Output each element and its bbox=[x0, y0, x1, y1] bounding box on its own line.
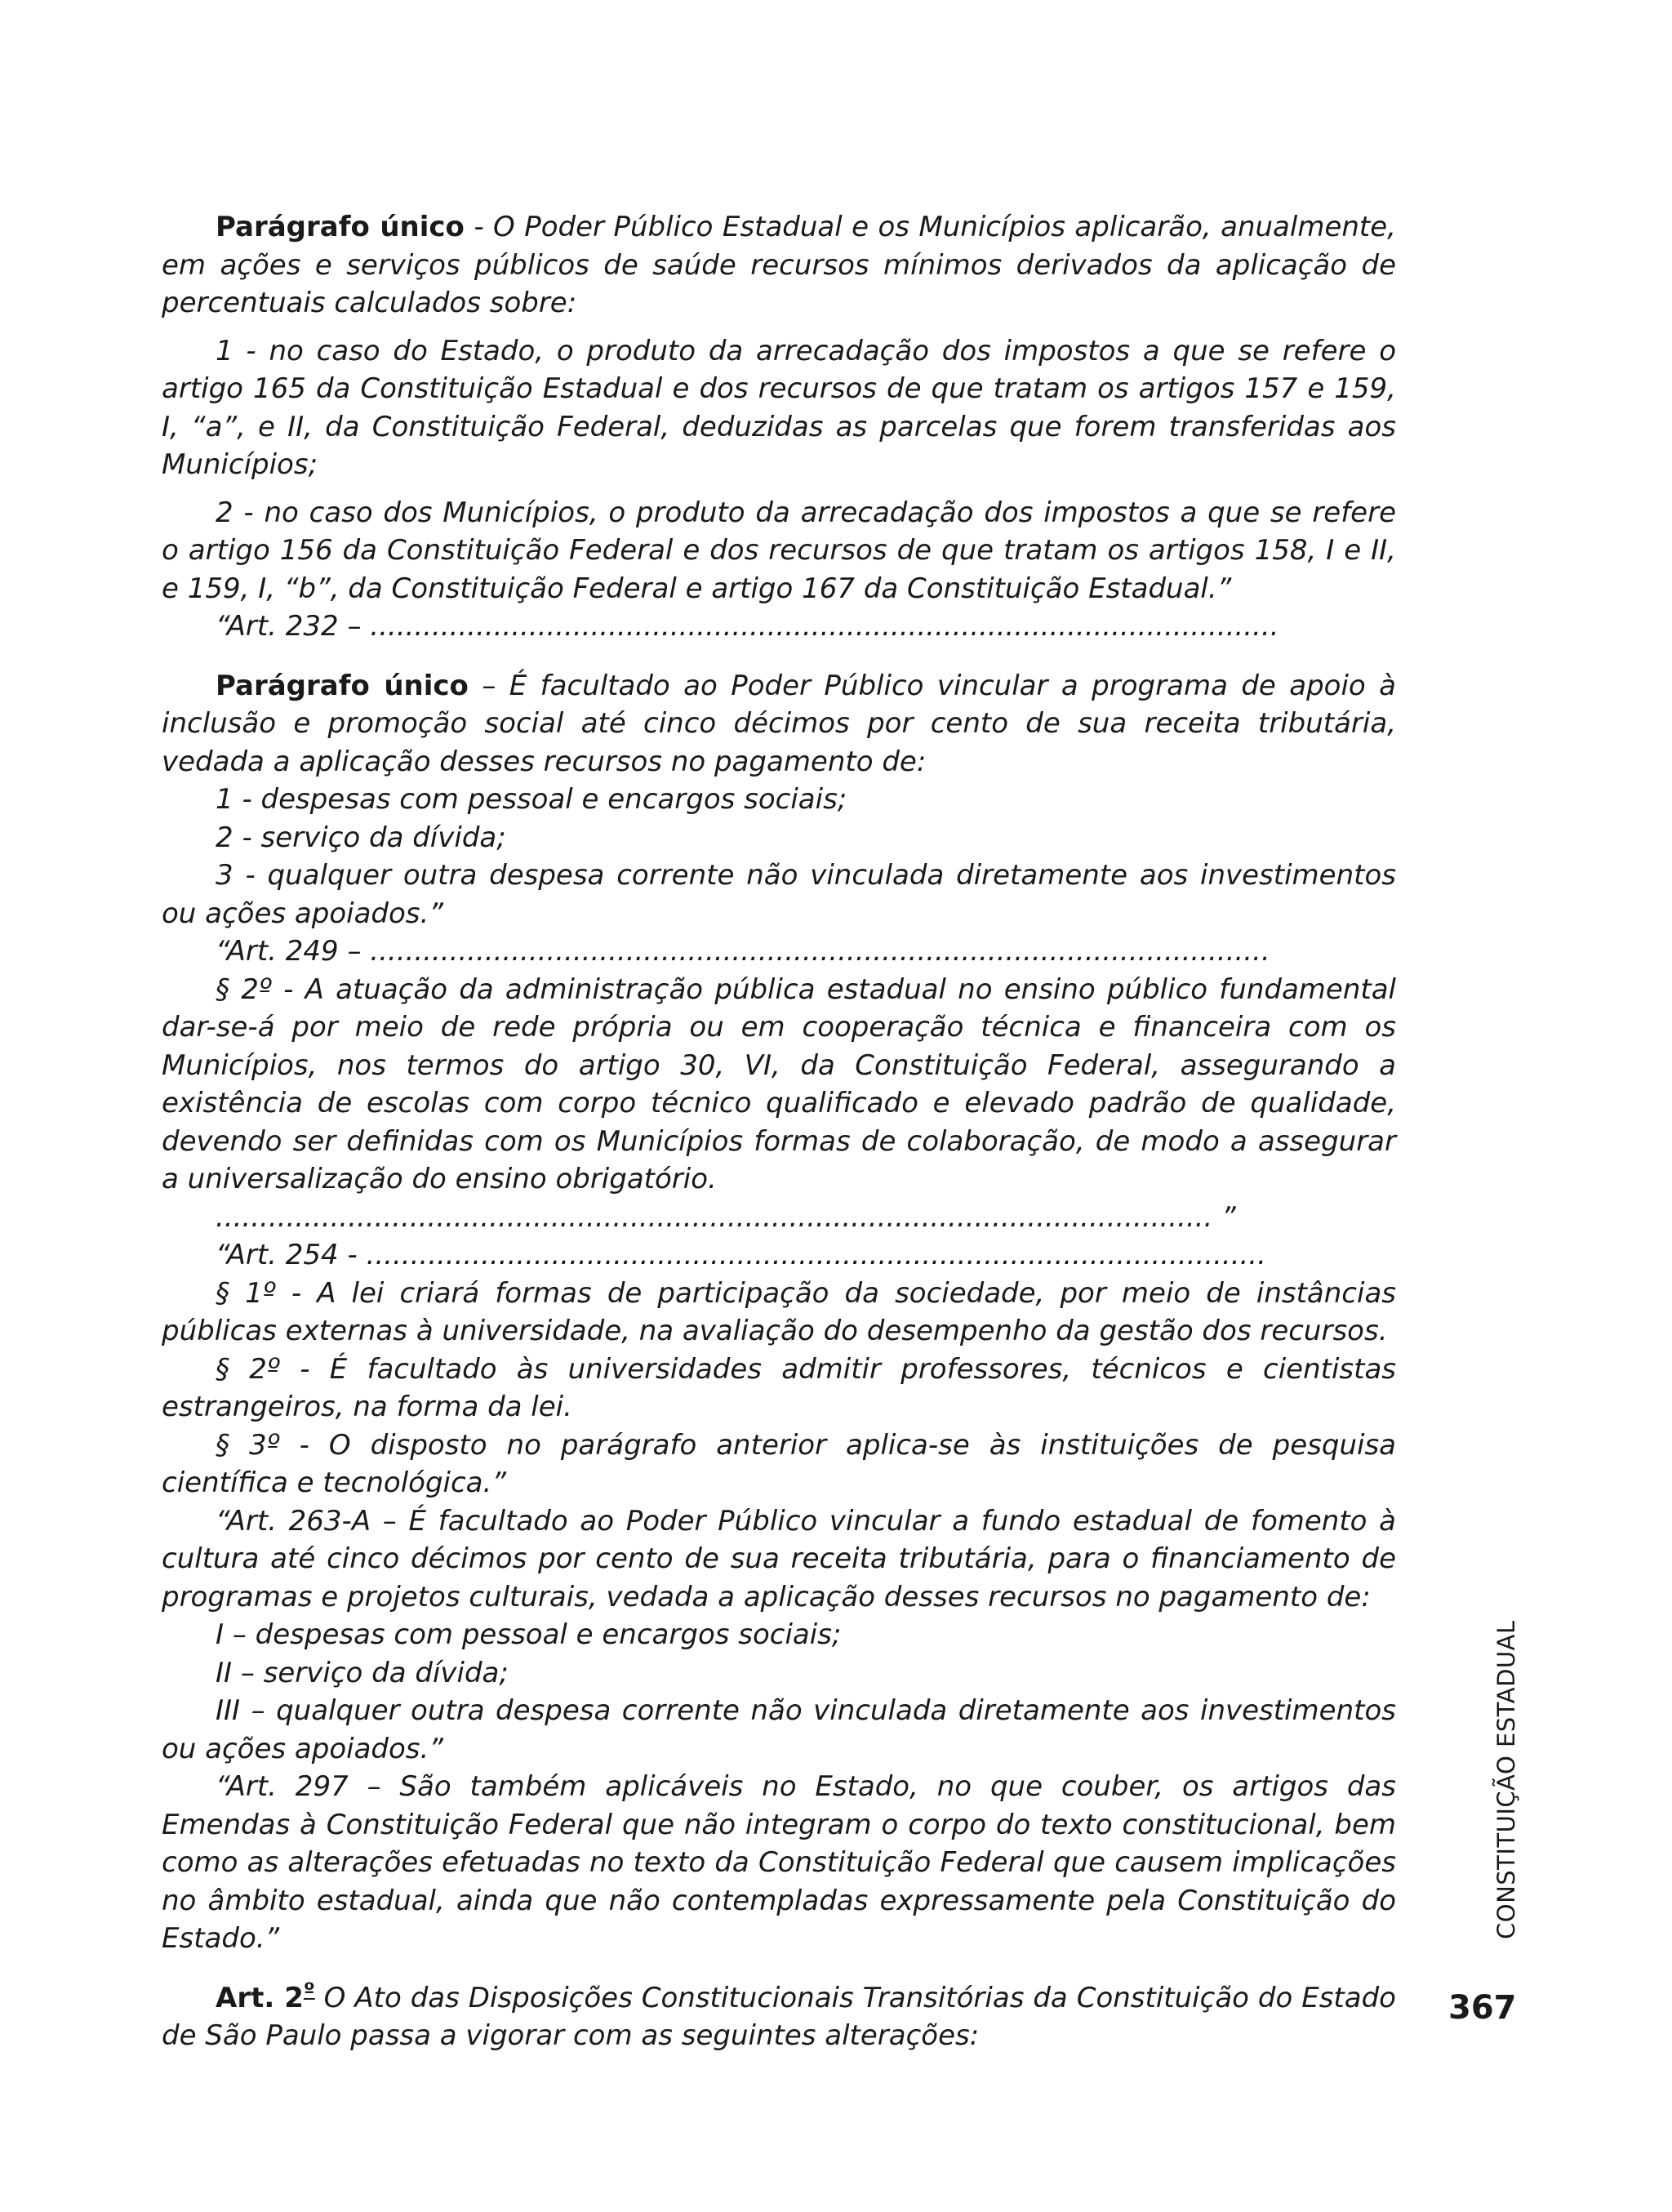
article-297: “Art. 297 – São também aplicáveis no Estado, no que couber, os artigos das Emendas à Constituição Federal que não integram o corpo do texto constitucional, bem como as alterações efetuadas no texto da Constituição Federal que causem implicações no âmbito estadual, ainda que não contempladas expressamente pela Constituição do Estado.” bbox=[162, 1770, 1396, 1955]
document-body bbox=[162, 208, 1396, 2055]
list-item: 1 - despesas com pessoal e encargos sociais; bbox=[216, 783, 847, 816]
paragraph-lead: Art. 2 bbox=[216, 1981, 304, 2014]
paragraph-lead: Parágrafo único bbox=[216, 211, 465, 243]
list-item: 3 - qualquer outra despesa corrente não vinculada diretamente aos investimentos ou ações apoiados.” bbox=[162, 859, 1396, 930]
list-item: III – qualquer outra despesa corrente não vinculada diretamente aos investimentos ou ações apoiados.” bbox=[162, 1694, 1396, 1765]
paragraph-text: - O Poder Público Estadual e os Municípios aplicarão, anualmente, em ações e serviços públicos de saúde recursos mínimos derivados da aplicação de percentuais calculados sobre: bbox=[162, 211, 1396, 319]
paragraph-single-health bbox=[162, 208, 1396, 323]
article-254-section-2: § 2º - É facultado às universidades admitir professores, técnicos e cientistas estrangeiros, na forma da lei. bbox=[162, 1352, 1396, 1423]
list-item: 2 - serviço da dívida; bbox=[216, 821, 506, 854]
ordinal-superscript: º bbox=[303, 1978, 315, 2002]
article-263a: “Art. 263-A – É facultado ao Poder Público vincular a fundo estadual de fomento à cultura até cinco décimos por cento de sua receita tributária, para o financiamento de programas e projetos culturais, vedada a aplicação desses recursos no pagamento de: bbox=[162, 1504, 1396, 1613]
article-254-section-3: § 3º - O disposto no parágrafo anterior aplica-se às instituições de pesquisa científica e tecnológica.” bbox=[162, 1428, 1396, 1499]
paragraph-lead: Parágrafo único bbox=[216, 669, 469, 702]
article-2 bbox=[162, 1979, 1396, 2055]
article-254-heading: “Art. 254 - ...................................................................................................... bbox=[216, 1239, 1266, 1271]
list-item: I – despesas com pessoal e encargos sociais; bbox=[216, 1618, 842, 1651]
paragraph-text: – É facultado ao Poder Público vincular a programa de apoio à inclusão e promoção social até cinco décimos por cento de sua receita tributária, vedada a aplicação desses recursos no pagamento de: bbox=[162, 669, 1396, 778]
list-item: II – serviço da dívida; bbox=[216, 1656, 509, 1689]
paragraph-single-social bbox=[162, 667, 1396, 781]
article-254-section-1: § 1º - A lei criará formas de participação da sociedade, por meio de instâncias públicas externas à universidade, na avaliação do desempenho da gestão dos recursos. bbox=[162, 1276, 1396, 1347]
dotted-continuation: ................................................................................................................. ” bbox=[216, 1200, 1236, 1234]
page-number: 367 bbox=[1448, 1989, 1517, 2027]
article-249-section-2: § 2º - A atuação da administração pública estadual no ensino público fundamental dar-se-á por meio de rede própria ou em cooperação técnica e financeira com os Municípios, nos termos do artigo 30, VI, da Constituição Federal, assegurando a existência de escolas com corpo técnico qualificado e elevado padrão de qualidade, devendo ser definidas com os Municípios formas de colaboração, de modo a assegurar a universalização do ensino obrigatório. bbox=[162, 972, 1396, 1195]
article-249-heading: “Art. 249 – ...................................................................................................... bbox=[216, 935, 1270, 968]
paragraph-item-municipalities: 2 - no caso dos Municípios, o produto da arrecadação dos impostos a que se refere o artigo 156 da Constituição Federal e dos recursos de que tratam os artigos 158, I e II, e 159, I, “b”, da Constituição Federal e artigo 167 da Constituição Estadual.” bbox=[162, 496, 1396, 605]
paragraph-item-state: 1 - no caso do Estado, o produto da arrecadação dos impostos a que se refere o artigo 165 da Constituição Estadual e dos recursos de que tratam os artigos 157 e 159, I, “a”, e II, da Constituição Federal, deduzidas as parcelas que forem transferidas aos Municípios; bbox=[162, 334, 1396, 481]
article-232-heading: “Art. 232 – ....................................................................................................... bbox=[216, 610, 1279, 643]
paragraph-text: O Ato das Disposições Constitucionais Transitórias da Constituição do Estado de São Paulo passa a vigorar com as seguintes alterações: bbox=[162, 1981, 1396, 2052]
section-side-label-text: CONSTITUIÇÃO ESTADUAL bbox=[1492, 1620, 1520, 1939]
